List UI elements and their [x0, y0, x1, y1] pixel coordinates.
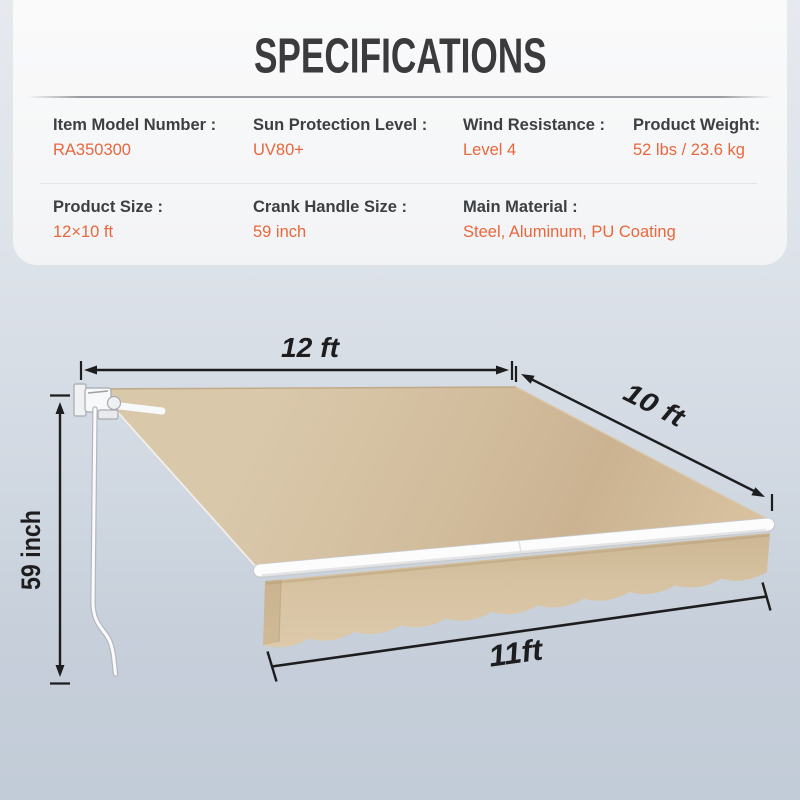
dim-label-height: 59 inch [16, 496, 46, 590]
arrowhead-left-icon [84, 366, 97, 375]
spec-label: Crank Handle Size : [253, 198, 408, 216]
spec-label: Wind Resistance : [463, 116, 605, 134]
dim-label-projection: 10 ft [618, 377, 682, 430]
spec-value: 52 lbs / 23.6 kg [633, 140, 745, 159]
spec-label: Product Size : [53, 198, 164, 216]
spec-label: Item Model Number : [53, 116, 217, 134]
dim-crank-height [16, 396, 70, 684]
dim-label-front-width: 11ft [486, 633, 542, 674]
bracket-arm-joint [98, 410, 118, 419]
spec-label: Sun Protection Level : [253, 116, 428, 134]
spec-value: Steel, Aluminum, PU Coating [463, 222, 676, 241]
crank-handle [93, 409, 116, 674]
dim-label-width: 12 ft [281, 332, 341, 363]
arrowhead-right-icon [496, 366, 509, 375]
spec-label: Product Weight: [633, 116, 761, 134]
dim-top-width [81, 332, 512, 380]
page-title-text: SPECIFICATIONS [253, 30, 547, 84]
arrowhead-down-icon [56, 665, 65, 677]
valance-left-shadow [263, 580, 281, 646]
torsion-bar [120, 406, 162, 411]
spec-value: 59 inch [253, 222, 307, 241]
arrowhead-downright-icon [751, 487, 765, 497]
spec-value: UV80+ [253, 140, 304, 159]
bracket-hub [108, 397, 121, 410]
arrowhead-upleft-icon [521, 374, 535, 384]
spec-label: Main Material : [463, 198, 578, 216]
spec-value: Level 4 [463, 140, 517, 159]
spec-value: RA350300 [53, 140, 131, 159]
spec-value: 12×10 ft [53, 222, 114, 241]
arrowhead-up-icon [56, 402, 65, 414]
wall-plate [74, 384, 86, 416]
